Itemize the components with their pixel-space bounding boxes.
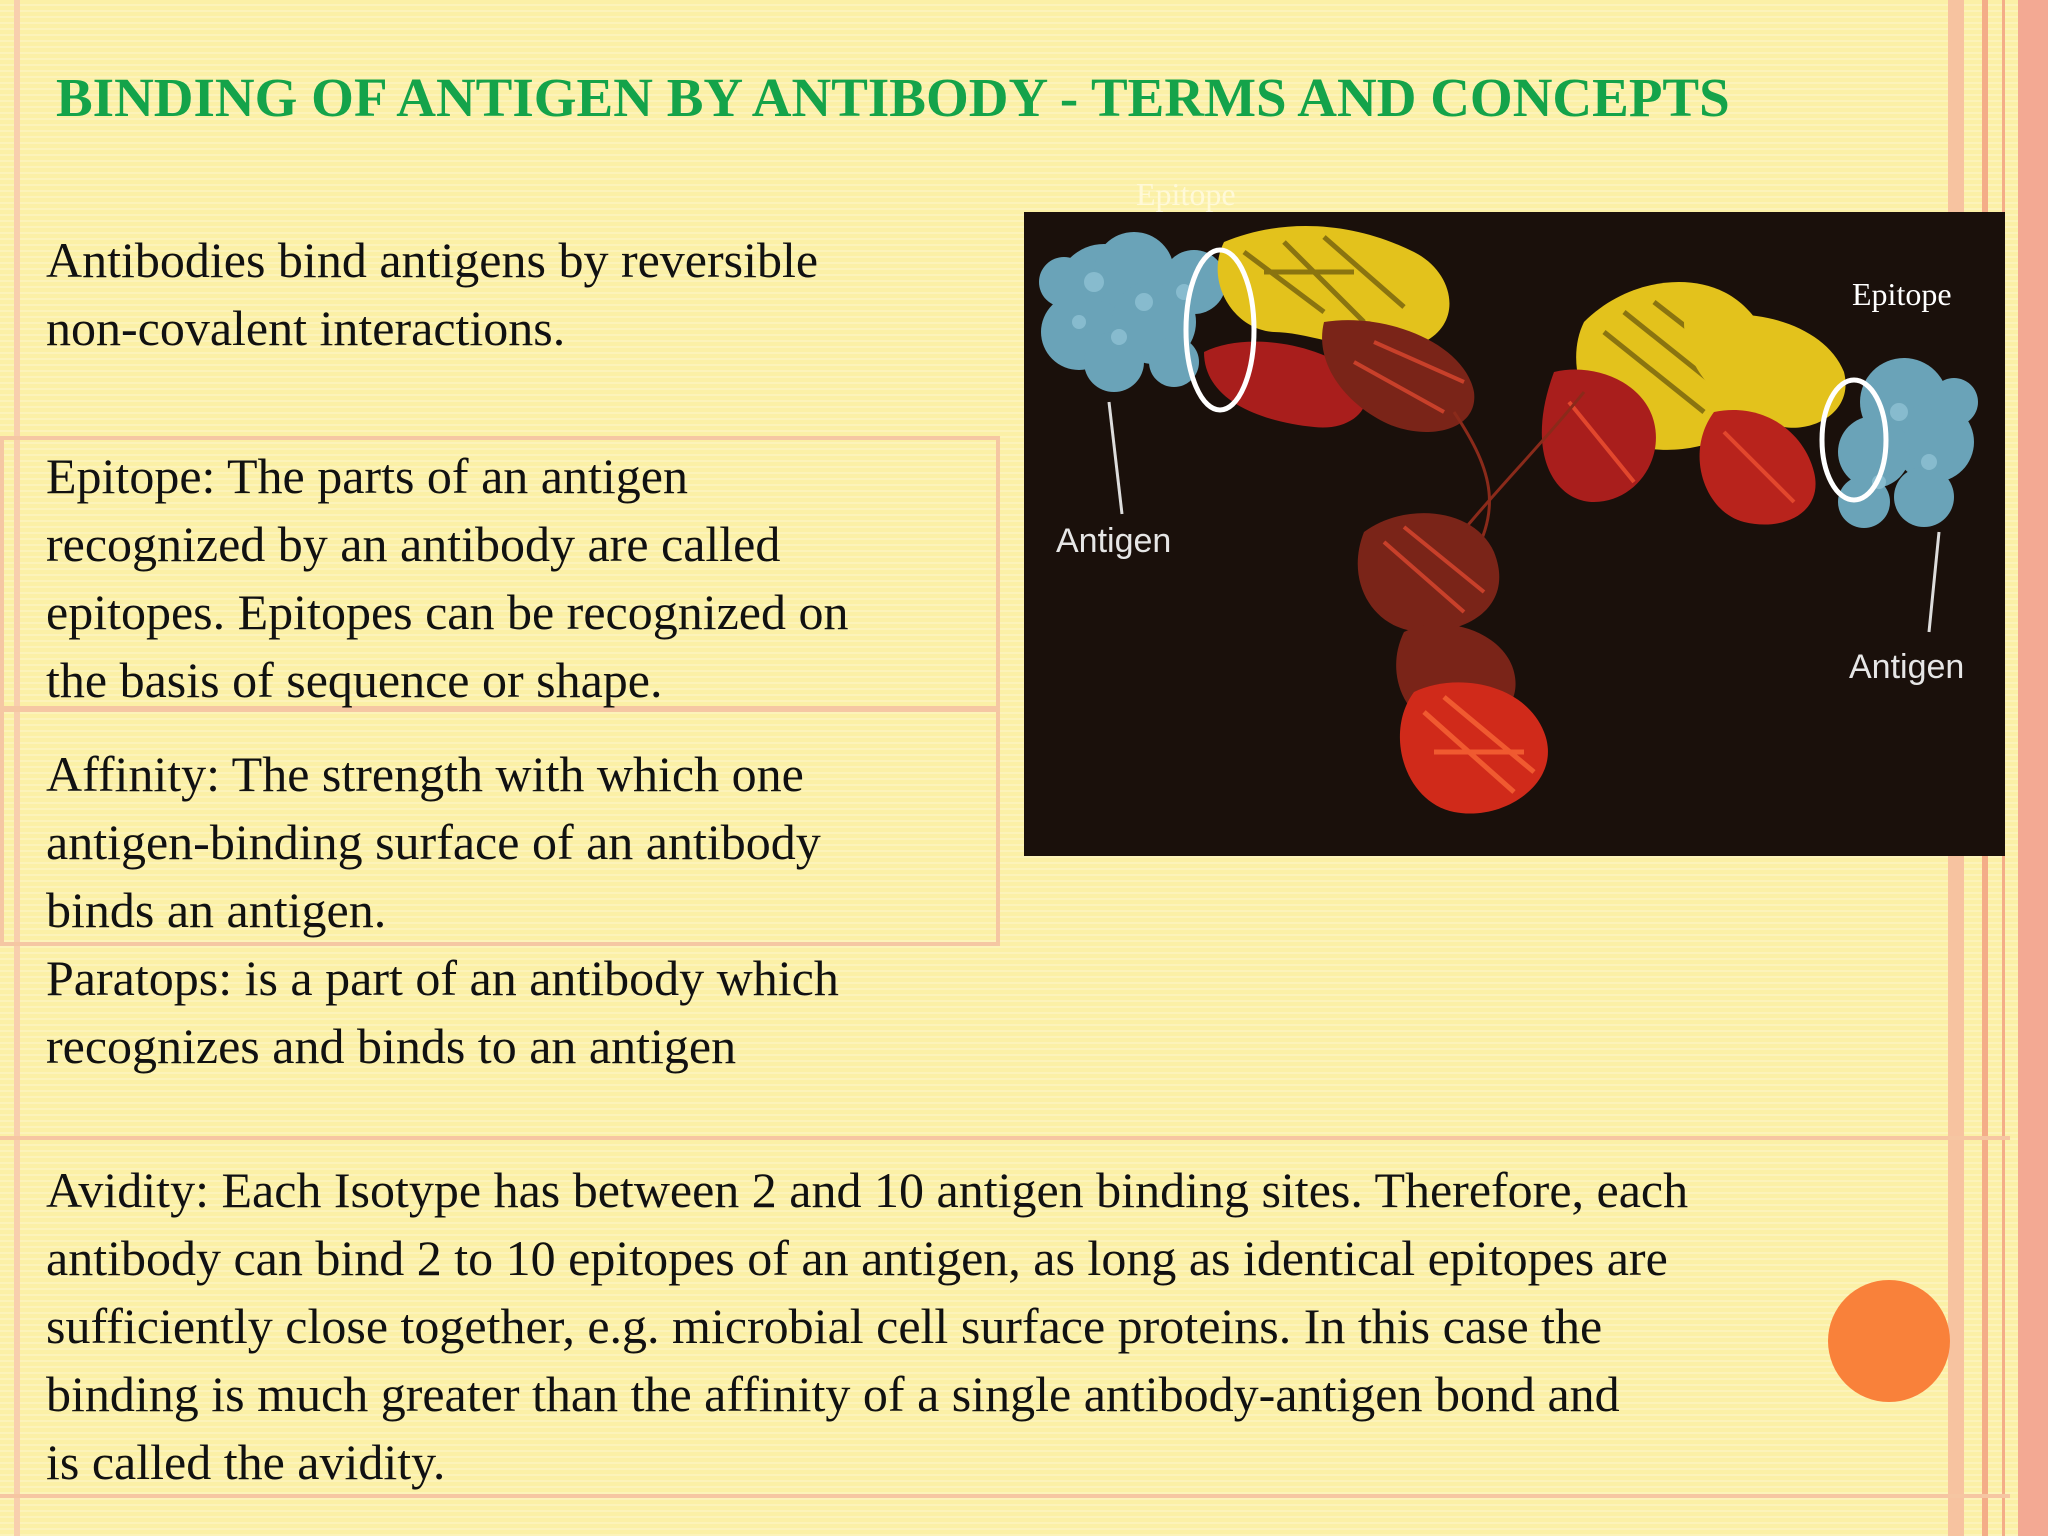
antibody-structure-image (1024, 212, 2005, 856)
affinity-line: Affinity: The strength with which one (46, 746, 804, 802)
epitope-right-label: Epitope (1852, 276, 1952, 312)
affinity-line: antigen-binding surface of an antibody (46, 814, 821, 870)
paratope-line: Paratops: is a part of an antibody which (46, 950, 839, 1006)
affinity-paragraph (46, 740, 821, 944)
orange-accent-circle (1828, 1280, 1950, 1402)
paratope-line: recognizes and binds to an antigen (46, 1018, 737, 1074)
epitope-line: the basis of sequence or shape. (46, 652, 663, 708)
epitope-line: recognized by an antibody are called (46, 516, 781, 572)
antigen-right-label: Antigen (1849, 648, 1965, 686)
epitope-line: epitopes. Epitopes can be recognized on (46, 584, 849, 640)
avidity-paragraph (46, 1156, 1688, 1496)
epitope-paragraph (46, 442, 849, 714)
avidity-line: is called the avidity. (46, 1434, 446, 1490)
avidity-line: binding is much greater than the affinity of a single antibody-antigen bond and (46, 1366, 1620, 1422)
frame-right-edge (2018, 0, 2048, 1536)
avidity-line: sufficiently close together, e.g. microbial cell surface proteins. In this case the (46, 1298, 1603, 1354)
binding-line: non-covalent interactions. (46, 300, 566, 356)
epitope-line: Epitope: The parts of an antigen (46, 448, 688, 504)
affinity-line: binds an antigen. (46, 882, 387, 938)
paratope-paragraph (46, 944, 839, 1080)
frame-bottom-line-1 (0, 1136, 2010, 1140)
avidity-line: antibody can bind 2 to 10 epitopes of an antigen, as long as identical epitopes are (46, 1230, 1668, 1286)
binding-line: Antibodies bind antigens by reversible (46, 232, 819, 288)
binding-paragraph (46, 226, 818, 362)
antigen-left-label: Antigen (1056, 522, 1172, 560)
epitope-top-label: Epitope (1136, 176, 1236, 212)
slide-title: BINDING OF ANTIGEN BY ANTIBODY - TERMS AND CONCEPTS (56, 67, 1730, 128)
avidity-line: Avidity: Each Isotype has between 2 and 10 antigen binding sites. Therefore, each (46, 1162, 1689, 1218)
